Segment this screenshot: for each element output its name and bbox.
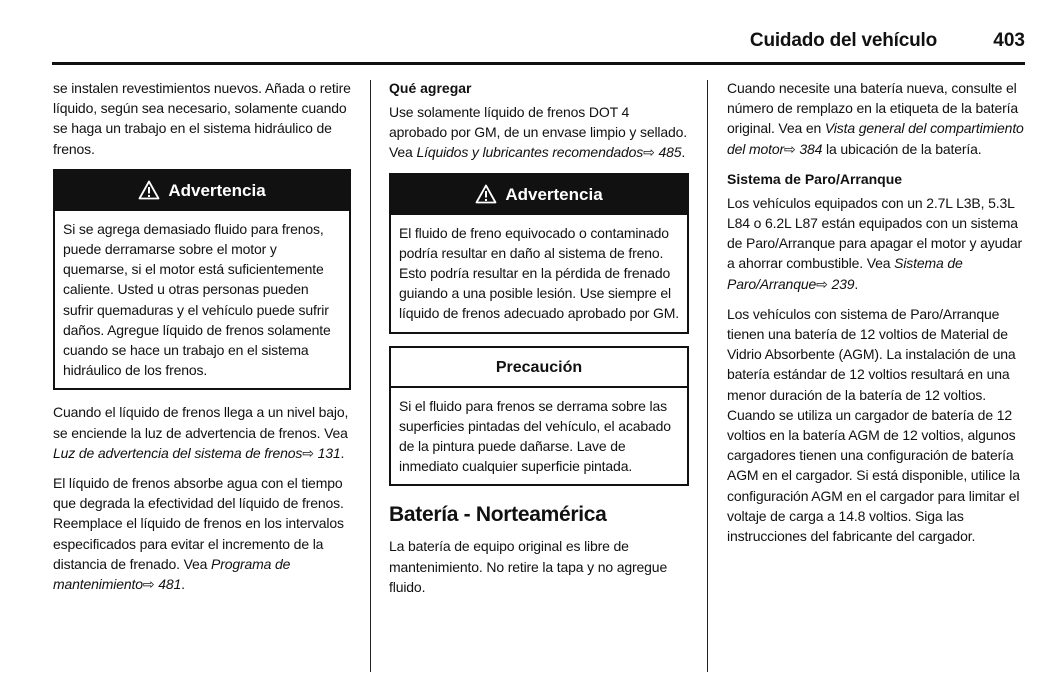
- page-arrow-icon: ⇨: [302, 444, 314, 461]
- paragraph: Use solamente líquido de frenos DOT 4 aprobado por GM, de un envase limpio y sellado. Vea Líquidos y lubricantes recomendados⇨ 485.: [389, 104, 688, 161]
- warning-triangle-icon: [475, 184, 497, 204]
- column-divider: [370, 80, 371, 672]
- paragraph: La batería de equipo original es libre de mantenimiento. No retire la tapa y no agregue fluido.: [389, 538, 668, 595]
- page-reference[interactable]: 239: [831, 275, 855, 292]
- page-reference[interactable]: 131: [317, 444, 341, 461]
- column-2: [389, 78, 689, 607]
- warning-text: Si se agrega demasiado fluido para frenos, puede derramarse sobre el motor y quemarse, si el motor está suficientemente caliente. Usted u otras personas pueden sufrir quemaduras y el vehículo puede sufrir daños. Agregue líquido de frenos solamente cuando se hace un trabajo en el sistema hidráulico de los frenos.: [63, 220, 331, 379]
- section-title: Batería - Norteamérica: [389, 503, 607, 527]
- warning-triangle-icon: [138, 180, 160, 200]
- paragraph: se instalen revestimientos nuevos. Añada o retire líquido, según sea necesario, solamente cuando se haga un trabajo en el sistema hidráulico de frenos.: [53, 80, 351, 157]
- page-arrow-icon: ⇨: [784, 140, 796, 157]
- column-1: [53, 78, 351, 604]
- header-rule: [52, 62, 1025, 65]
- column-3: [727, 78, 1026, 556]
- cross-reference-link[interactable]: Vista general del compartimiento del motor: [727, 120, 1024, 157]
- paragraph: Los vehículos equipados con un 2.7L L3B, 5.3L L84 o 6.2L L87 están equipados con un sistema de Paro/Arranque para apagar el motor y ayudar a ahorrar combustible. Vea Sistema de Paro/Arranque⇨ 239.: [727, 194, 1023, 292]
- cross-reference-link[interactable]: Luz de advertencia del sistema de frenos: [53, 444, 303, 461]
- page-reference[interactable]: 384: [799, 140, 823, 157]
- warning-header: [55, 171, 349, 211]
- cross-reference-link[interactable]: Programa de mantenimiento: [53, 555, 291, 593]
- caution-box: [389, 346, 689, 487]
- warning-title: Advertencia: [168, 180, 266, 200]
- caution-title: Precaución: [391, 348, 687, 388]
- warning-header: [391, 175, 687, 215]
- page-arrow-icon: ⇨: [643, 144, 655, 161]
- page-reference[interactable]: 481: [158, 576, 182, 593]
- warning-box: [389, 173, 689, 334]
- paragraph: Los vehículos con sistema de Paro/Arranque tienen una batería de 12 voltios de Material de Vidrio Absorbente (AGM). La instalación de una batería estándar de 12 voltios resultará en una menor duración de la batería de 12 voltios. Cuando se utiliza un cargador de batería de 12 voltios en la batería AGM de 12 voltios, algunos cargadores tienen una configuración de batería AGM en el cargador. Si está disponible, utilice la configuración AGM en el cargador para limitar el voltaje de carga a 14.8 voltios. Siga las instrucciones del fabricante del cargador.: [727, 305, 1020, 545]
- subheading: Sistema de Paro/Arranque: [727, 170, 903, 187]
- paragraph: El líquido de frenos absorbe agua con el tiempo que degrada la efectividad del líquido de frenos. Reemplace el líquido de frenos en los intervalos especificados para evitar el incremento de la distancia de frenado. Vea Programa de mantenimiento⇨ 481.: [53, 475, 344, 593]
- page-arrow-icon: ⇨: [142, 576, 155, 593]
- paragraph: Cuando el líquido de frenos llega a un nivel bajo, se enciende la luz de advertencia de frenos. Vea Luz de advertencia del sistema de frenos⇨ 131.: [53, 404, 349, 461]
- paragraph: Cuando necesite una batería nueva, consulte el número de remplazo en la etiqueta de la batería original. Vea en Vista general del compartimiento del motor⇨ 384 la ubicación de la batería.: [727, 80, 1024, 157]
- cross-reference-link[interactable]: Líquidos y lubricantes recomendados: [416, 144, 644, 161]
- warning-box: [53, 169, 351, 391]
- warning-title: Advertencia: [505, 184, 603, 204]
- column-divider: [707, 80, 708, 672]
- warning-text: El fluido de freno equivocado o contaminado podría resultar en daño al sistema de freno. Esto podría resultar en la pérdida de frenado guiando a una posible lesión. Use siempre el líquido de frenos adecuado aprobado por GM.: [399, 224, 679, 322]
- page-reference[interactable]: 485: [658, 144, 682, 161]
- caution-text: Si el fluido para frenos se derrama sobre las superficies pintadas del vehículo, el acabado de la pintura puede dañarse. Lave de inmediato cualquier superficie pintada.: [399, 397, 671, 475]
- page-number: 403: [993, 30, 1025, 51]
- page-arrow-icon: ⇨: [816, 275, 828, 292]
- subheading: Qué agregar: [389, 80, 472, 96]
- cross-reference-link[interactable]: Sistema de Paro/Arranque: [727, 255, 963, 292]
- running-header-title: Cuidado del vehículo: [749, 30, 937, 51]
